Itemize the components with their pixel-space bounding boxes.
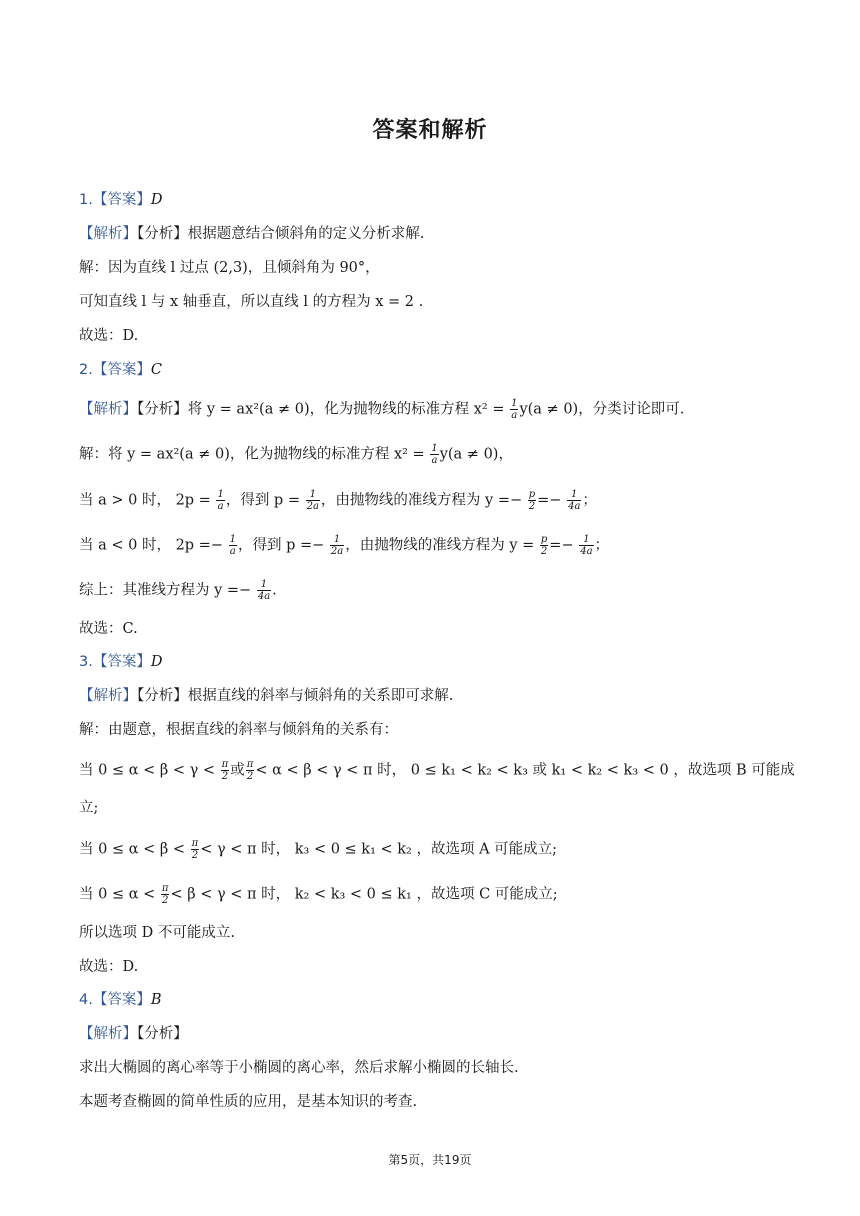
q3-solution-line-6: 所以选项 D 不可能成立. bbox=[79, 925, 235, 941]
q3-solution-line-3: 立; bbox=[79, 800, 99, 816]
q2-fenxi-b: y(a ≠ 0)，分类讨论即可. bbox=[519, 401, 685, 418]
q1-fenxi: 根据题意结合倾斜角的定义分析求解. bbox=[187, 226, 425, 242]
fenxi-tag: 【分析】 bbox=[137, 401, 188, 418]
fraction-1-over-4a: $\frac{1}{4a}$ bbox=[568, 489, 581, 512]
fraction-1-over-2a: $\frac{1}{2a}$ bbox=[306, 489, 319, 512]
q1-analysis-line bbox=[79, 224, 424, 244]
q4-answer: B bbox=[150, 992, 162, 1008]
page-title: 答案和解析 bbox=[372, 118, 488, 143]
jiexi-tag: 【解析】 bbox=[79, 226, 137, 242]
answer-tag: 【答案】 bbox=[92, 362, 151, 378]
q2-solution-line-3: 当 a < 0 时， 2p =− $\frac{1}{a}$ ，得到 p =− $\frac{1}{2a}$ ，由抛物线的准线方程为 y = $\frac{p}{2}$ =− $\frac{1}{4a}$ ； bbox=[79, 534, 610, 557]
q3-solution-line-4: 当 0 ≤ α < β < $\frac{\pi}{2}$ < γ < π 时， k₃ < 0 ≤ k₁ < k₂ ，故选项 A 可能成立; bbox=[79, 838, 558, 861]
jiexi-tag: 【解析】 bbox=[79, 1026, 137, 1042]
q1-choice: 故选：D. bbox=[79, 328, 139, 344]
q4-analysis-line bbox=[79, 1024, 188, 1044]
answer-tag: 【答案】 bbox=[92, 192, 151, 208]
fraction-p-over-2: $\frac{p}{2}$ bbox=[540, 534, 548, 557]
q2-solution-line-1: 解：将 y = ax²(a ≠ 0)，化为抛物线的标准方程 x² = $\frac{1}{a}$ y(a ≠ 0)， bbox=[79, 443, 513, 466]
q4-number: 4. bbox=[79, 992, 93, 1008]
q2-summary-line: 综上：其准线方程为 y =− $\frac{1}{4a}$ . bbox=[79, 579, 277, 602]
fenxi-tag: 【分析】 bbox=[137, 1026, 188, 1042]
q3-answer: D bbox=[150, 654, 163, 670]
q1-answer-line bbox=[79, 190, 162, 210]
q3-fenxi: 根据直线的斜率与倾斜角的关系即可求解. bbox=[187, 688, 454, 704]
fraction-pi-over-2: $\frac{\pi}{2}$ bbox=[161, 883, 169, 906]
fraction-1-over-2a: $\frac{1}{2a}$ bbox=[330, 534, 344, 557]
q1-solution-line-2: 可知直线 l 与 x 轴垂直，所以直线 l 的方程为 x = 2 . bbox=[79, 294, 424, 310]
q3-analysis-line bbox=[79, 686, 453, 706]
fraction-1-over-4a: $\frac{1}{4a}$ bbox=[580, 534, 593, 557]
jiexi-tag: 【解析】 bbox=[79, 688, 137, 704]
fraction-1-over-a: $\frac{1}{a}$ bbox=[229, 534, 236, 557]
q2-analysis-line bbox=[79, 398, 684, 421]
q2-fenxi-a: 将 y = ax²(a ≠ 0)，化为抛物线的标准方程 x² = bbox=[187, 401, 505, 418]
fenxi-tag: 【分析】 bbox=[137, 226, 188, 242]
q1-number: 1. bbox=[79, 192, 93, 208]
q4-solution-line-1: 求出大椭圆的离心率等于小椭圆的离心率，然后求解小椭圆的长轴长. bbox=[79, 1060, 519, 1076]
q2-choice: 故选：C. bbox=[79, 621, 138, 637]
q1-solution-line-1: 解：因为直线 l 过点 (2,3)，且倾斜角为 90°， bbox=[79, 260, 380, 276]
fraction-pi-over-2: $\frac{\pi}{2}$ bbox=[246, 759, 254, 782]
q2-answer-line bbox=[79, 360, 162, 380]
fraction-pi-over-2: $\frac{\pi}{2}$ bbox=[221, 759, 229, 782]
q3-number: 3. bbox=[79, 654, 93, 670]
q1-answer: D bbox=[150, 192, 163, 208]
page-footer: 第5页，共19页 bbox=[388, 1153, 472, 1167]
q3-answer-line bbox=[79, 652, 162, 672]
q2-number: 2. bbox=[79, 362, 93, 378]
q4-solution-line-2: 本题考查椭圆的简单性质的应用，是基本知识的考查. bbox=[79, 1094, 418, 1110]
fraction-1-over-a: $\frac{1}{a}$ bbox=[217, 489, 224, 512]
fenxi-tag: 【分析】 bbox=[137, 688, 188, 704]
fraction-p-over-2: $\frac{p}{2}$ bbox=[528, 489, 536, 512]
fraction-pi-over-2: $\frac{\pi}{2}$ bbox=[191, 838, 199, 861]
jiexi-tag: 【解析】 bbox=[79, 401, 137, 418]
fraction-1-over-a: $\frac{1}{a}$ bbox=[431, 443, 438, 466]
q4-answer-line bbox=[79, 990, 162, 1010]
fraction-1-over-4a: $\frac{1}{4a}$ bbox=[257, 579, 271, 602]
answer-tag: 【答案】 bbox=[92, 654, 151, 670]
q3-choice: 故选：D. bbox=[79, 959, 139, 975]
q3-solution-line-5: 当 0 ≤ α < $\frac{\pi}{2}$ < β < γ < π 时， k₂ < k₃ < 0 ≤ k₁ ，故选项 C 可能成立; bbox=[79, 883, 558, 906]
answer-tag: 【答案】 bbox=[92, 992, 151, 1008]
q3-solution-line-2: 当 0 ≤ α < β < γ < $\frac{\pi}{2}$ 或 $\frac{\pi}{2}$ < α < β < γ < π 时， 0 ≤ k₁ < k₂ < k₃ 或 k₁ < k₂ < k₃ < 0 ，故选项 B 可能成 bbox=[79, 759, 795, 782]
fraction-1-over-a: $\frac{1}{a}$ bbox=[511, 398, 518, 421]
q2-solution-line-2: 当 a > 0 时， 2p = $\frac{1}{a}$ ，得到 p = $\frac{1}{2a}$ ，由抛物线的准线方程为 y =− $\frac{p}{2}$ =− $\frac{1}{4a}$ ； bbox=[79, 489, 597, 512]
q3-solution-line-1: 解：由题意，根据直线的斜率与倾斜角的关系有： bbox=[79, 722, 398, 738]
q2-answer: C bbox=[150, 362, 162, 378]
